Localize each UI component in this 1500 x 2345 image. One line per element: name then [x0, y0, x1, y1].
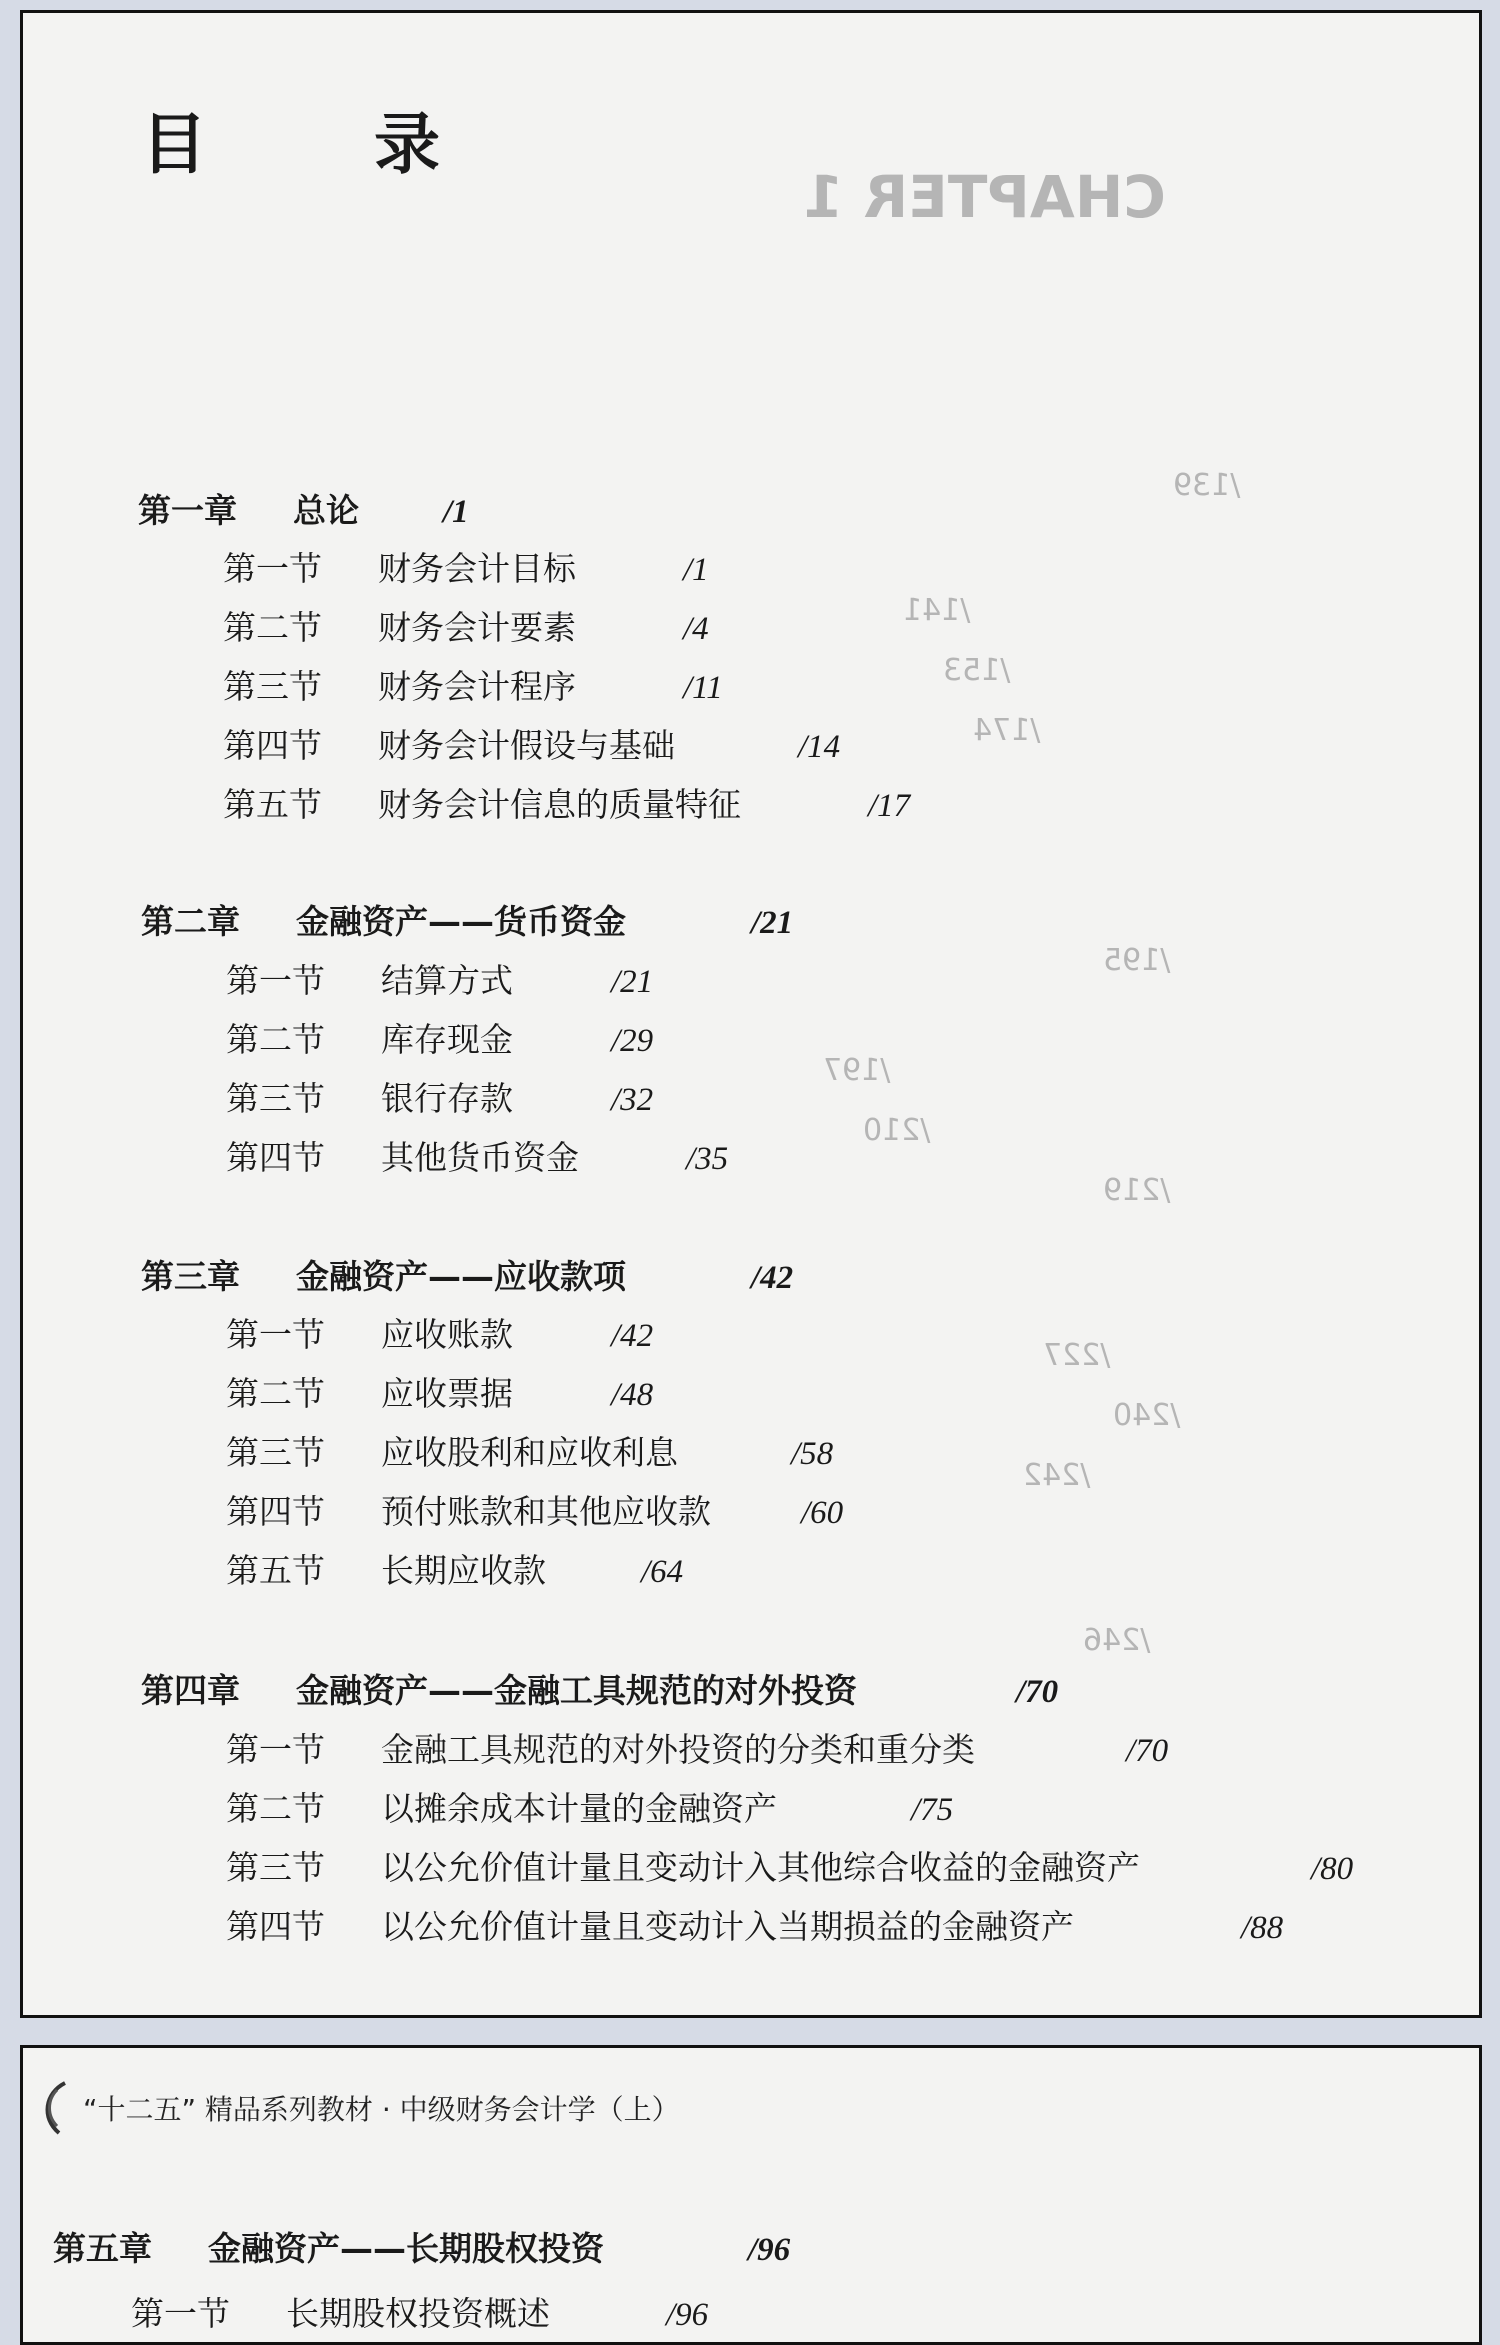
show-through-text: /242: [1023, 1458, 1091, 1493]
section-label: 第一节: [131, 2294, 230, 2333]
toc-page: [20, 10, 1482, 2018]
section-title: 财务会计目标: [378, 549, 576, 588]
section-label: 第四节: [226, 1138, 325, 1177]
section-title: 长期应收款: [381, 1551, 546, 1590]
page-number: /29: [611, 1023, 654, 1059]
section-label: 第一节: [223, 549, 322, 588]
show-through-text: /219: [1103, 1173, 1171, 1208]
chapter-row[interactable]: [53, 2223, 790, 2270]
show-through-text: /227: [1043, 1338, 1111, 1373]
section-row[interactable]: [226, 1368, 653, 1415]
section-row[interactable]: [131, 2288, 708, 2335]
section-label: 第一节: [226, 1730, 325, 1769]
section-label: 第三节: [223, 667, 322, 706]
section-title: 长期股权投资概述: [286, 2294, 550, 2333]
section-row[interactable]: [223, 602, 709, 649]
section-title: 预付账款和其他应收款: [381, 1492, 711, 1531]
chapter-title: 金融资产——货币资金: [296, 902, 626, 941]
section-title: 财务会计要素: [378, 608, 576, 647]
show-through-text: CHAPTER 1: [803, 163, 1166, 231]
section-title: 其他货币资金: [381, 1138, 579, 1177]
section-row[interactable]: [223, 543, 709, 590]
page-number: /58: [791, 1436, 834, 1472]
page-number: /75: [911, 1792, 954, 1828]
page-number: /42: [611, 1318, 654, 1354]
section-row[interactable]: [226, 1724, 1168, 1771]
page-number: /21: [751, 905, 794, 941]
page-number: /35: [686, 1141, 729, 1177]
section-title: 应收股利和应收利息: [381, 1433, 678, 1472]
section-row[interactable]: [223, 720, 840, 767]
section-row[interactable]: [226, 1014, 653, 1061]
section-title: 财务会计信息的质量特征: [378, 785, 741, 824]
section-row[interactable]: [226, 1309, 653, 1356]
section-label: 第一节: [226, 1315, 325, 1354]
chapter-title: 总论: [293, 491, 359, 530]
chapter-title: 金融资产——金融工具规范的对外投资: [296, 1671, 857, 1710]
page-number: /4: [683, 611, 709, 647]
publisher-logo-icon: [35, 2078, 75, 2138]
page-number: /60: [801, 1495, 844, 1531]
page-number: /14: [798, 729, 841, 765]
show-through-text: /240: [1113, 1398, 1181, 1433]
page-number: /70: [1126, 1733, 1169, 1769]
page-number: /32: [611, 1082, 654, 1118]
section-title: 财务会计程序: [378, 667, 576, 706]
show-through-text: /210: [863, 1113, 931, 1148]
chapter-label: 第二章: [141, 902, 240, 941]
section-label: 第二节: [226, 1789, 325, 1828]
section-row[interactable]: [226, 955, 653, 1002]
section-title: 财务会计假设与基础: [378, 726, 675, 765]
chapter-label: 第五章: [53, 2229, 152, 2268]
section-label: 第五节: [226, 1551, 325, 1590]
section-label: 第三节: [226, 1079, 325, 1118]
page-number: /1: [443, 494, 469, 530]
section-label: 第三节: [226, 1848, 325, 1887]
chapter-label: 第三章: [141, 1257, 240, 1296]
toc-title: 目 录: [141, 106, 512, 183]
section-title: 库存现金: [381, 1020, 513, 1059]
page-number: /1: [683, 552, 709, 588]
page-number: /64: [641, 1554, 684, 1590]
section-title: 结算方式: [381, 961, 513, 1000]
show-through-text: /141: [903, 593, 971, 628]
page-number: /80: [1311, 1851, 1354, 1887]
section-title: 应收票据: [381, 1374, 513, 1413]
section-label: 第四节: [226, 1492, 325, 1531]
show-through-text: /246: [1083, 1623, 1151, 1658]
section-row[interactable]: [226, 1783, 953, 1830]
series-header: “十二五” 精品系列教材 · 中级财务会计学（上）: [83, 2093, 680, 2126]
page-number: /17: [868, 788, 911, 824]
section-title: 以公允价值计量且变动计入当期损益的金融资产: [381, 1907, 1074, 1946]
section-title: 应收账款: [381, 1315, 513, 1354]
chapter-row[interactable]: [141, 1665, 1058, 1712]
section-label: 第四节: [223, 726, 322, 765]
show-through-text: /197: [823, 1053, 891, 1088]
page-number: /48: [611, 1377, 654, 1413]
section-label: 第二节: [223, 608, 322, 647]
section-label: 第一节: [226, 961, 325, 1000]
section-row[interactable]: [223, 779, 910, 826]
section-title: 以公允价值计量且变动计入其他综合收益的金融资产: [381, 1848, 1140, 1887]
section-row[interactable]: [226, 1901, 1283, 1948]
section-row[interactable]: [223, 661, 723, 708]
chapter-title: 金融资产——应收款项: [296, 1257, 626, 1296]
chapter-row[interactable]: [141, 896, 793, 943]
section-row[interactable]: [226, 1842, 1353, 1889]
page-number: /11: [683, 670, 723, 706]
page-number: /70: [1016, 1674, 1059, 1710]
show-through-text: /174: [973, 713, 1041, 748]
chapter-row[interactable]: [138, 485, 469, 532]
toc-page-continued: [20, 2045, 1482, 2345]
chapter-row[interactable]: [141, 1251, 793, 1298]
section-label: 第二节: [226, 1020, 325, 1059]
section-row[interactable]: [226, 1545, 683, 1592]
section-row[interactable]: [226, 1427, 833, 1474]
show-through-text: /153: [943, 653, 1011, 688]
section-label: 第四节: [226, 1907, 325, 1946]
section-row[interactable]: [226, 1073, 653, 1120]
page-number: /88: [1241, 1910, 1284, 1946]
section-row[interactable]: [226, 1486, 843, 1533]
section-label: 第二节: [226, 1374, 325, 1413]
page-number: /96: [748, 2232, 791, 2268]
show-through-text: /195: [1103, 943, 1171, 978]
section-title: 以摊余成本计量的金融资产: [381, 1789, 777, 1828]
section-label: 第三节: [226, 1433, 325, 1472]
section-title: 金融工具规范的对外投资的分类和重分类: [381, 1730, 975, 1769]
chapter-title: 金融资产——长期股权投资: [208, 2229, 604, 2268]
page-number: /21: [611, 964, 654, 1000]
show-through-text: /139: [1173, 468, 1241, 503]
chapter-label: 第四章: [141, 1671, 240, 1710]
section-row[interactable]: [226, 1132, 728, 1179]
section-title: 银行存款: [381, 1079, 513, 1118]
chapter-label: 第一章: [138, 491, 237, 530]
page-number: /42: [751, 1260, 794, 1296]
section-label: 第五节: [223, 785, 322, 824]
page-number: /96: [666, 2297, 709, 2333]
